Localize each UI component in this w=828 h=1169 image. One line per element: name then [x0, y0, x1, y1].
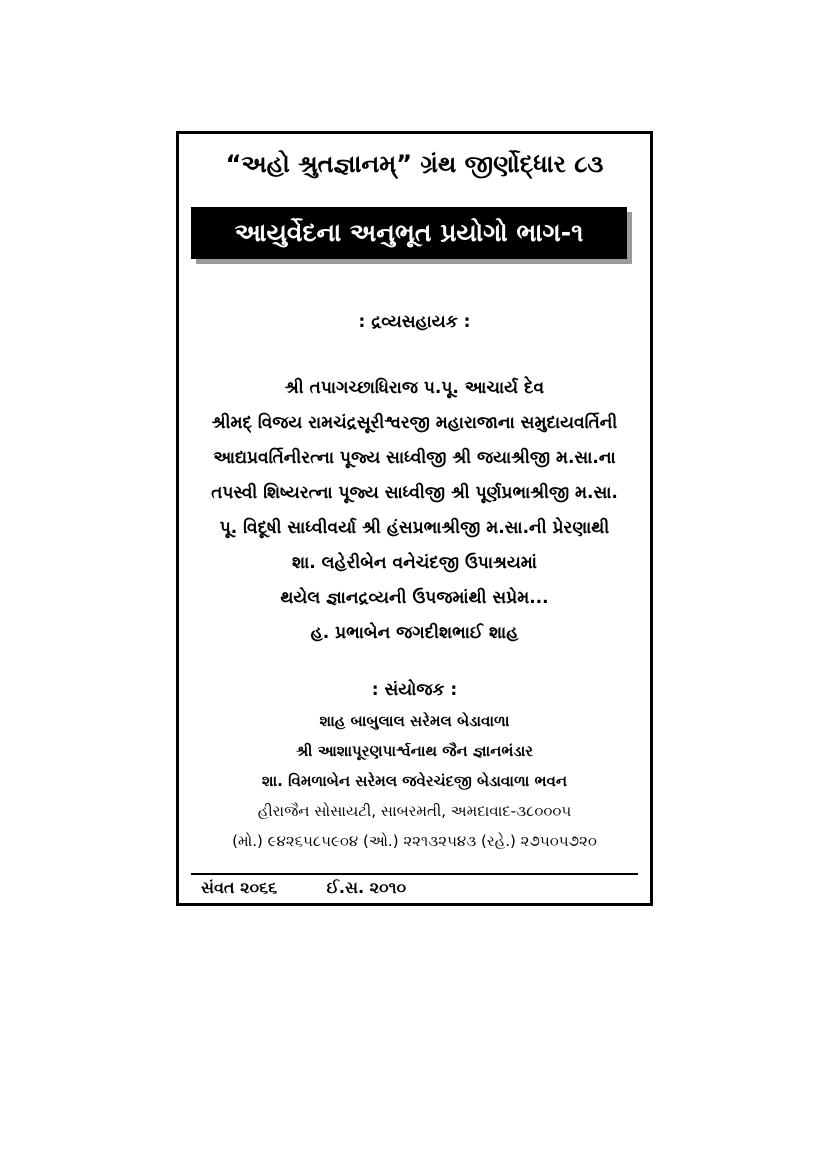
sanyojak-heading: : સંયોજક :	[371, 680, 458, 700]
address-line: હીરાજૈન સોસાયટી, સાબરમતી, અમદાવાદ-૩૮૦૦૦૫	[257, 802, 572, 820]
sahayak-block	[179, 371, 650, 651]
sahayak-line: શ્રી તપાગચ્છાધિરાજ પ.પૂ. આચાર્ય દેવ	[284, 378, 545, 398]
cover-frame	[176, 131, 653, 906]
phone-line: (મો.) ૯૪૨૬૫૮૫૯૦૪ (ઓ.) ૨૨૧૩૨૫૪૩ (રહે.) ૨૭૫૦૫૭૨૦	[232, 832, 597, 850]
sahayak-line: આદ્યપ્રવર્તિનીરત્ના પૂજ્ય સાધ્વીજી શ્રી જયાશ્રીજી મ.સા.ના	[213, 448, 616, 468]
sahayak-line: શા. લહેરીબેન વનેચંદજી ઉપાશ્રયમાં	[292, 553, 537, 573]
sanyojak-line: શાહ બાબુલાલ સરેમલ બેડાવાળા	[319, 712, 510, 730]
footer-divider	[191, 873, 638, 875]
ad-year: ઈ.સ. ૨૦૧૦	[326, 878, 407, 897]
footer	[201, 876, 406, 900]
sahayak-heading: : દ્રવ્યસહાયક :	[358, 312, 471, 332]
sanyojak-line: શા. વિમળાબેન સરેમલ જવેરચંદજી બેડાવાળા ભવન	[261, 772, 568, 790]
sahayak-line: થયેલ જ્ઞાનદ્રવ્યની ઉપજમાંથી સપ્રેમ...	[280, 588, 549, 608]
sahayak-line: પૂ. વિદૂષી સાધ્વીવર્યા શ્રી હંસપ્રભાશ્રીજી મ.સા.ની પ્રેરણાથી	[219, 518, 610, 538]
sanyojak-line: શ્રી આશાપૂરણપાર્શ્વનાથ જૈન જ્ઞાનભંડાર	[295, 742, 534, 760]
book-title: આયુર્વેદના અનુભૂત પ્રયોગો ભાગ-૧	[191, 207, 627, 259]
sanyojak-block	[179, 706, 650, 856]
sahayak-line: તપસ્વી શિષ્યરત્ના પૂજ્ય સાધ્વીજી શ્રી પૂર્ણપ્રભાશ્રીજી મ.સા.	[211, 483, 618, 503]
sahayak-line: શ્રીમદ્ વિજય રામચંદ્રસૂરીશ્વરજી મહારાજાના સમુદાયવર્તિની	[211, 413, 618, 433]
samvat-year: સંવત ૨૦૬૬	[201, 878, 278, 897]
series-title: “અહો શ્રુતજ્ઞાનમ્” ગ્રંથ જીર્ણોદ્ધાર ૮૩	[225, 150, 604, 178]
sahayak-line: હ. પ્રભાબેન જગદીશભાઈ શાહ	[310, 623, 519, 643]
